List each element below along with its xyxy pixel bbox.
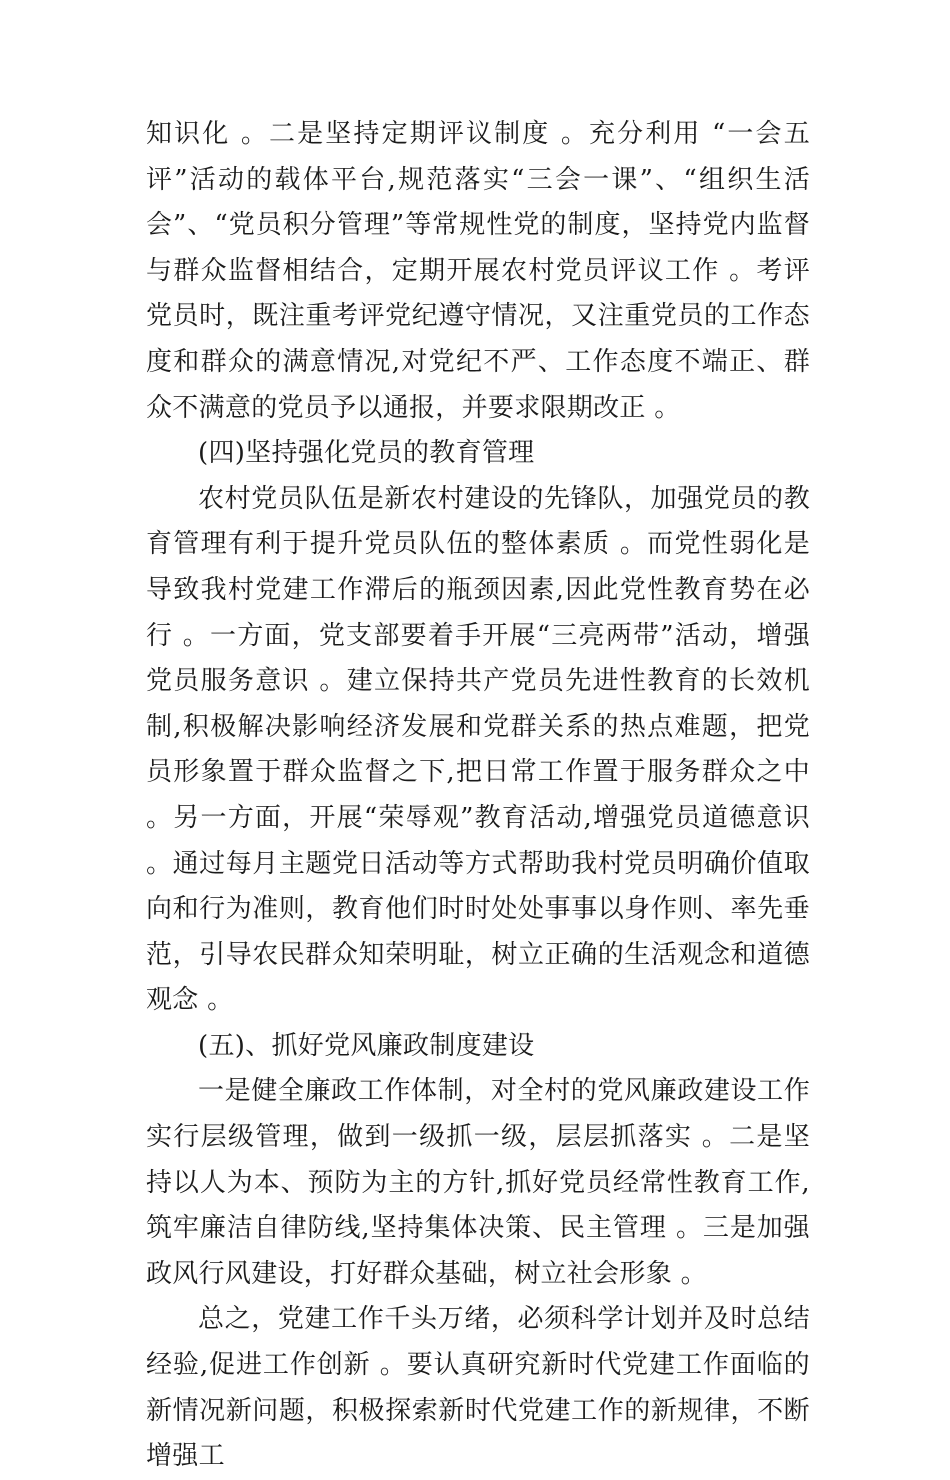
section-heading-4: (四)坚持强化党员的教育管理 — [198, 438, 535, 469]
section-heading-5: (五)、抓好党风廉政制度建设 — [198, 1030, 535, 1061]
paragraph-summary: 总之，党建工作千头万绪，必须科学计划并及时总结经验,促进工作创新 。要认真研究新时代党建工作面临的新情况新问题，积极探索新时代党建工作的新规律，不断增强工 — [146, 1304, 810, 1472]
paragraph-education: 农村党员队伍是新农村建设的先锋队，加强党员的教育管理有利于提升党员队伍的整体素质 。而党性弱化是导致我村党建工作滞后的瓶颈因素,因此党性教育势在必行 。一方面，党支部要着手开展“三亮两带”活动，增强党员服务意识 。建立保持共产党员先进性教育的长效机制,积极解决影响经济发展和党群关系的热点难题，把党员形象置于群众监督之下,把日常工作置于服务群众之中 。另一方面，开展“荣辱观”教育活动,增强党员道德意识 。通过每月主题党日活动等方式帮助我村党员明确价值取向和行为准则，教育他们时时处处事事以身作则、率先垂范，引导农民群众知荣明耻，树立正确的生活观念和道德观念 。 — [146, 483, 819, 1016]
paragraph-integrity: 一是健全廉政工作体制，对全村的党风廉政建设工作实行层级管理，做到一级抓一级，层层抓落实 。二是坚持以人为本、预防为主的方针,抓好党员经常性教育工作,筑牢廉洁自律防线,坚持集体决策、民主管理 。三是加强政风行风建设，打好群众基础，树立社会形象 。 — [146, 1076, 810, 1289]
document-body — [146, 112, 819, 1480]
paragraph-continued: 知识化 。二是坚持定期评议制度 。充分利用 “一会五评”活动的载体平台,规范落实“三会一课”、“组织生活会”、“党员积分管理”等常规性党的制度，坚持党内监督与群众监督相结合，定期开展农村党员评议工作 。考评党员时，既注重考评党纪遵守情况，又注重党员的工作态度和群众的满意情况,对党纪不严、工作态度不端正、群众不满意的党员予以通报，并要求限期改正 。 — [146, 119, 810, 423]
